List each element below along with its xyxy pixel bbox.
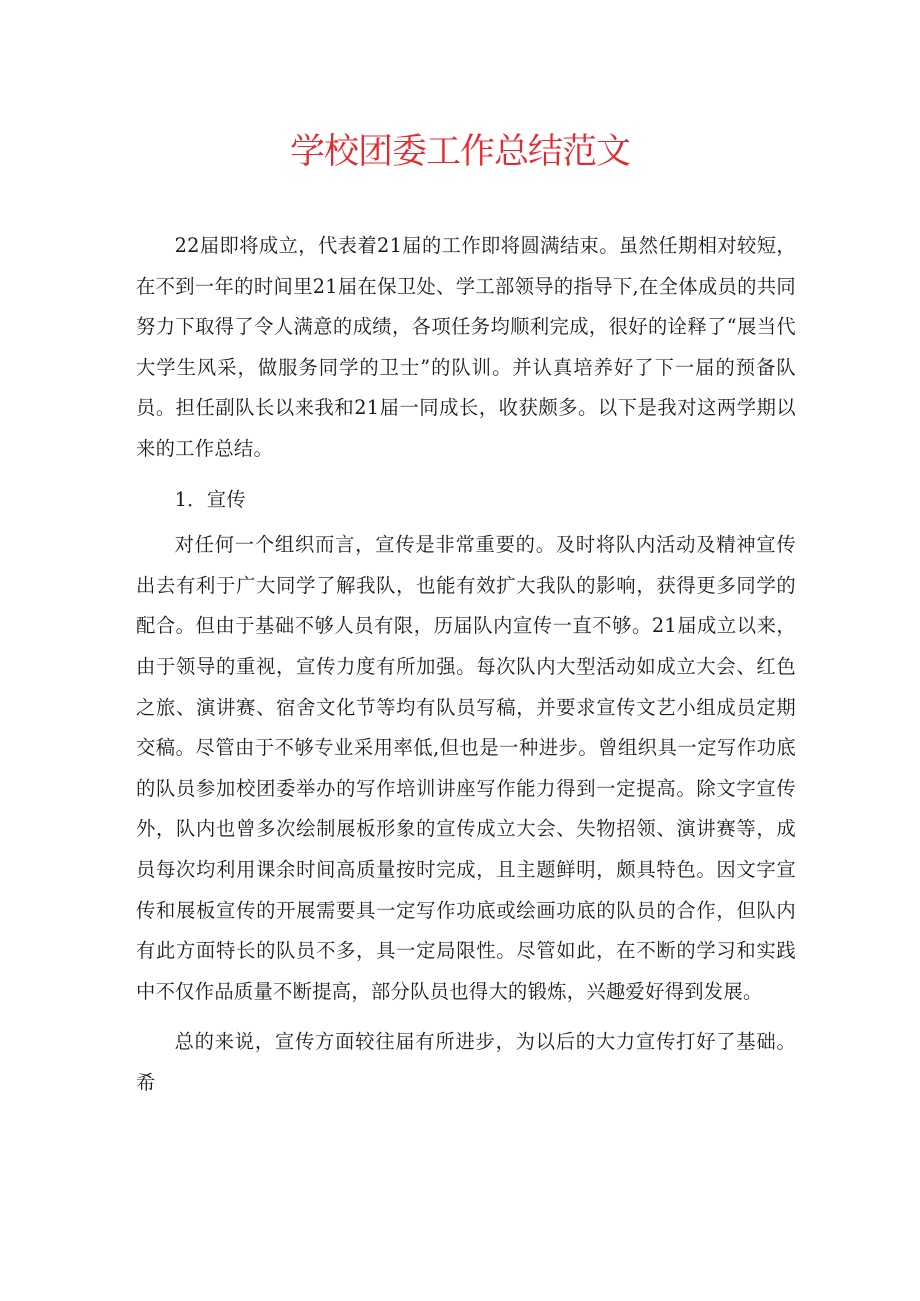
document-title: 学校团委工作总结范文 bbox=[289, 132, 630, 172]
document-body bbox=[136, 226, 796, 1113]
section-heading-publicity: 1．宣传 bbox=[174, 487, 246, 511]
paragraph-intro: 22届即将成立，代表着21届的工作即将圆满结束。虽然任期相对较短，在不到一年的时间里21届在保卫处、学工部领导的指导下,在全体成员的共同努力下取得了令人满意的成绩，各项任务均顺利完成，很好的诠释了“展当代大学生风采，做服务同学的卫士”的队训。并认真培养好了下一届的预备队员。担任副队长以来我和21届一同成长，收获颇多。以下是我对这两学期以来的工作总结。 bbox=[136, 234, 796, 460]
paragraph-summary: 总的来说，宣传方面较往届有所进步，为以后的大力宣传打好了基础。希 bbox=[136, 1030, 796, 1094]
paragraph-publicity: 对任何一个组织而言，宣传是非常重要的。及时将队内活动及精神宣传出去有利于广大同学了解我队，也能有效扩大我队的影响，获得更多同学的配合。但由于基础不够人员有限，历届队内宣传一直不够。21届成立以来，由于领导的重视，宣传力度有所加强。每次队内大型活动如成立大会、红色之旅、演讲赛、宿舍文化节等均有队员写稿，并要求宣传文艺小组成员定期交稿。尽管由于不够专业采用率低,但也是一种进步。曾组织具一定写作功底的队员参加校团委举办的写作培训讲座写作能力得到一定提高。除文字宣传外，队内也曾多次绘制展板形象的宣传成立大会、失物招领、演讲赛等，成员每次均利用课余时间高质量按时完成，且主题鲜明，颇具特色。因文字宣传和展板宣传的开展需要具一定写作功底或绘画功底的队员的合作，但队内有此方面特长的队员不多，具一定局限性。尽管如此，在不断的学习和实践中不仅作品质量不断提高，部分队员也得大的锻炼，兴趣爱好得到发展。 bbox=[136, 533, 796, 1003]
